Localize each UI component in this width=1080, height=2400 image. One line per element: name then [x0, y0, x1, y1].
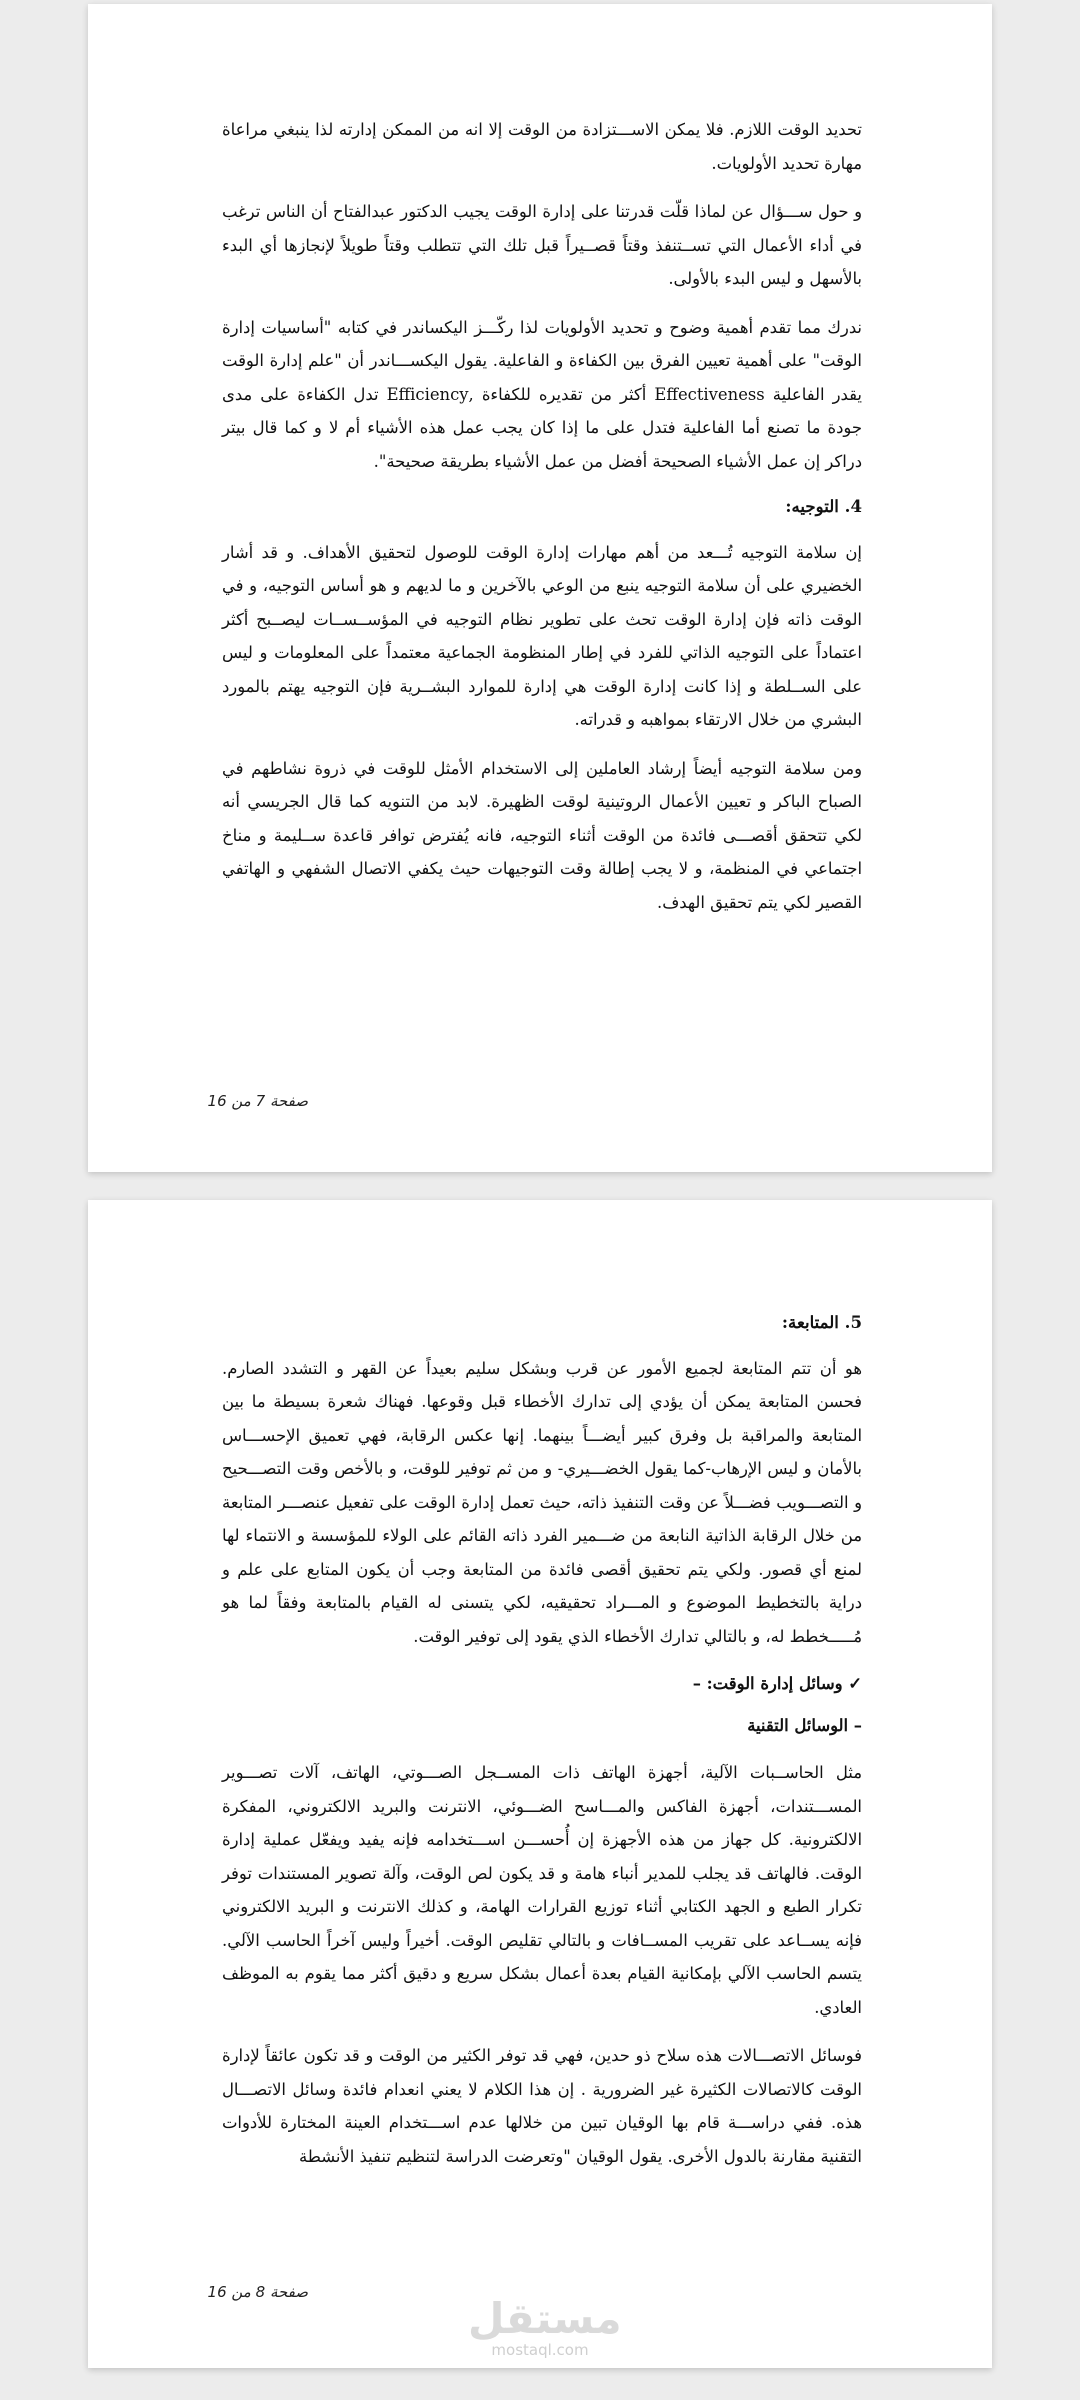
paragraph-guidance-2: ومن سلامة التوجيه أيضاً إرشاد العاملين إلى الاستخدام الأمثل للوقت في ذروة نشاطهم في الصباح الباكر و تعيين الأعمال الروتينية لوقت الظهيرة. لابد من التنويه كما قال الجريسي أنه لكي تتحقق أقصـــى فائدة من الوقت أثناء التوجيه، فانه يُفترض توافر قاعدة ســليمة و مناخ اجتماعي في المنظمة، و لا يجب إطالة وقت التوجيهات حيث يكفي الاتصال الشفهي و الهاتفي القصير لكي يتم تحقيق الهدف.: [222, 758, 862, 912]
bullet-heading-time-tools: ✓ وسائل إدارة الوقت: –: [692, 1674, 862, 1693]
paragraph-followup: هو أن تتم المتابعة لجميع الأمور عن قرب وبشكل سليم بعيداً عن القهر و التشدد الصارم. فحسن المتابعة يمكن أن يؤدي إلى تدارك الأخطاء قبل وقوعها. فهناك شعرة بسيطة ما بين المتابعة والمراقبة بل وفرق كبير أيضـــاً بينهما. إنها عكس الرقابة، فهي تعميق الإحســـاس بالأمان و ليس الإرهاب-كما يقول الخضـــيري- و من ثم توفير للوقت، و بالأخص وقت التصـــحيح و التصـــويب فضـــلاً عن وقت التنفيذ ذاته، حيث تعمل إدارة الوقت على تفعيل عنصـــر المتابعة من خلال الرقابة الذاتية النابعة من ضـــمير الفرد ذاته القائم على الولاء للمؤسسة و الانتماء لها لمنع أي قصور. ولكي يتم تحقيق أقصى فائدة من المتابعة وجب أن يكون المتابع على علم و دراية بالتخطيط الموضوع و المـــراد تحقيقيه، لكي يتسنى له القيام بالمتابعة وفقاً لما هو مُـــــخطط له، و بالتالي تدارك الأخطاء الذي يقود إلى توفير الوقت.: [222, 1358, 862, 1646]
document-page-8: [88, 1200, 992, 2368]
watermark-domain: mostaql.com: [491, 2341, 589, 2359]
page-8-body: [222, 1306, 862, 2173]
page-number-footer: صفحة 7 من 16: [207, 1092, 308, 1110]
page-7-body: [222, 113, 862, 919]
paragraph-technical-tools: مثل الحاســبات الآلية، أجهزة الهاتف ذات المســجل الصـــوتي، الهاتف، آلات تصـــوير المســـتندات، أجهزة الفاكس والمـــاسح الضـــوئي، الانترنت والبريد الالكتروني، المفكرة الالكترونية. كل جهاز من هذه الأجهزة إن أُحســـن اســـتخدامه فإنه يفيد ويفعّل عملية إدارة الوقت. فالهاتف قد يجلب للمدير أنباء هامة و قد يكون لص الوقت، وآلة تصوير المستندات توفر تكرار الطبع و الجهد الكتابي أثناء توزيع القرارات الهامة، و كذلك الانترنت و البريد الالكتروني فإنه يســاعد على تقريب المســافات و بالتالي تقليص الوقت. أخيراً وليس آخراً الحاسب الآلي. يتسم الحاسب الآلي بإمكانية القيام بعدة أعمال بشكل سريع و دقيق أكثر مما يقوم به الموظف العادي.: [222, 1763, 862, 2017]
paragraph-time-question: و حول ســـؤال عن لماذا قلّت قدرتنا على إدارة الوقت يجيب الدكتور عبدالفتاح أن الناس ترغب في أداء الأعمال التي تســتنفذ وقتاً قصــيراً قبل تلك التي تتطلب وقتاً طويلاً لإنجازها أي البدء بالأسهل و ليس البدء بالأولى.: [222, 202, 862, 288]
document-page-7: [88, 4, 992, 1172]
page-number-footer: صفحة 8 من 16: [207, 2283, 308, 2301]
paragraph-communication-tools: فوسائل الاتصـــالات هذه سلاح ذو حدين، فهي قد توفر الكثير من الوقت و قد تكون عائقاً لإدارة الوقت كالاتصالات الكثيرة غير الضرورية . إن هذا الكلام لا يعني انعدام فائدة وسائل الاتصـــال هذه. ففي دراســـة قام بها الوقيان تبين من خلالها عدم اســـتخدام العينة المختارة للأدوات التقنية مقارنة بالدول الأخرى. يقول الوقيان "وتعرضت الدراسة لتنظيم تنفيذ الأنشطة: [222, 2046, 862, 2166]
paragraph-effectiveness: ندرك مما تقدم أهمية وضوح و تحديد الأولويات لذا ركّـــز اليكساندر في كتابه "أساسيات إدارة الوقت" على أهمية تعيين الفرق بين الكفاءة و الفاعلية. يقول اليكســـاندر أن "علم إدارة الوقت يقدر الفاعلية Effectiveness أكثر من تقديره للكفاءة ,Efficiency تدل الكفاءة على مدى جودة ما تصنع أما الفاعلية فتدل على ما إذا كان يجب عمل هذه الأشياء أم لا و كما قال بيتر دراكر إن عمل الأشياء الصحيحة أفضل من عمل الأشياء بطريقة صحيحة".: [222, 317, 862, 471]
paragraph-guidance-1: إن سلامة التوجيه تُـــعد من أهم مهارات إدارة الوقت للوصول لتحقيق الأهداف. و قد أشار الخضيري على أن سلامة التوجيه ينبع من الوعي بالآخرين و ما لديهم و هو أساس التوجيه، و في الوقت ذاته فإن إدارة الوقت تحث على تطوير نظام التوجيه في المؤســســات ليصــبح أكثر اعتماداً على التوجيه الذاتي للفرد في إطار المنظومة الجماعية معتمداً على المعلومات و ليس على الســلطة و إذا كانت إدارة الوقت هي إدارة للموارد البشــرية فإن التوجيه يهتم بالمورد البشري من خلال الارتقاء بمواهبه و قدراته.: [222, 542, 862, 729]
watermark-brand: مستقل: [468, 2294, 622, 2343]
sub-heading-technical-tools: – الوسائل التقنية: [747, 1715, 862, 1735]
section-heading-followup: 5. المتابعة:: [781, 1312, 862, 1332]
paragraph-priorities-intro: تحديد الوقت اللازم. فلا يمكن الاســـتزادة من الوقت إلا انه من الممكن إدارته لذا ينبغي مراعاة مهارة تحديد الأولويات.: [222, 120, 862, 173]
section-heading-guidance: 4. التوجيه:: [785, 496, 862, 516]
